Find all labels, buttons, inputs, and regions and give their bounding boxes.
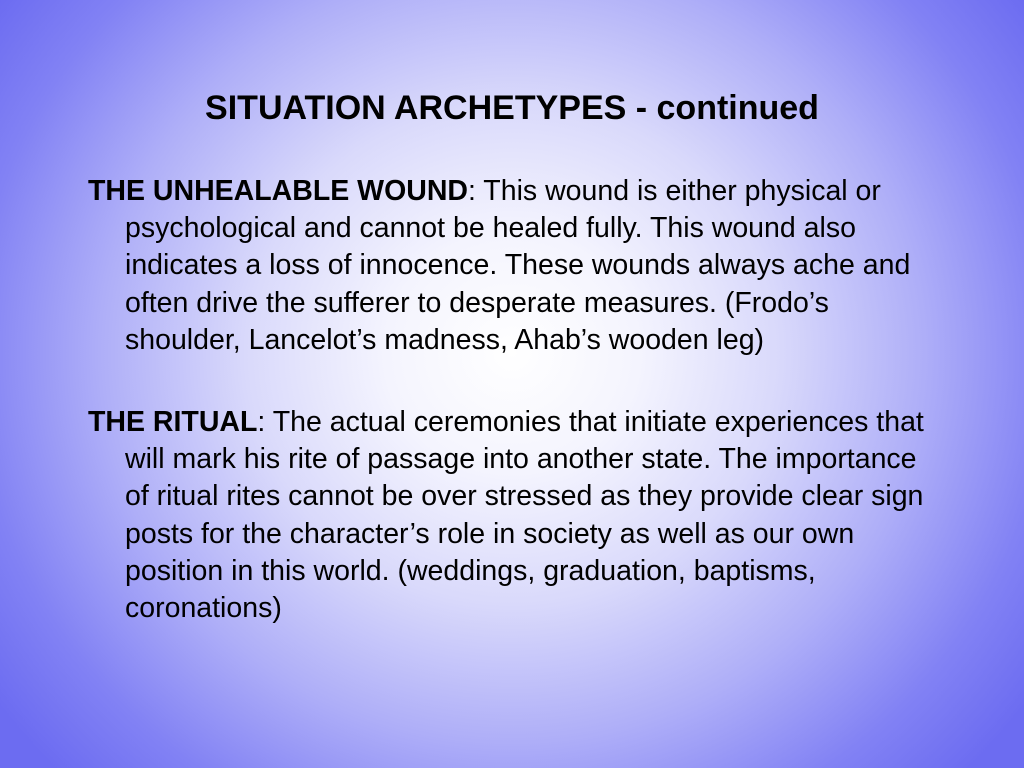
definition-ritual: : The actual ceremonies that initiate experiences that will mark his rite of passage into another state. The importance of ritual rites cannot be over stressed as they provide clear sign posts for the character’s role in society as well as our own position in this world. (weddings, graduation, baptisms, coronations) [125, 406, 924, 625]
paragraph-ritual [88, 404, 948, 627]
slide-body [88, 173, 948, 627]
term-ritual: THE RITUAL [88, 406, 258, 439]
definition-unhealable-wound: : This wound is either physical or psychological and cannot be healed fully. This wound also indicates a loss of innocence. These wounds always ache and often drive the sufferer to desperate measures. (Frodo’s shoulder, Lancelot’s madness, Ahab’s wooden leg) [125, 175, 911, 356]
paragraph-unhealable-wound [88, 173, 948, 359]
term-unhealable-wound: THE UNHEALABLE WOUND [88, 175, 468, 207]
slide-title: SITUATION ARCHETYPES - continued [205, 89, 819, 127]
